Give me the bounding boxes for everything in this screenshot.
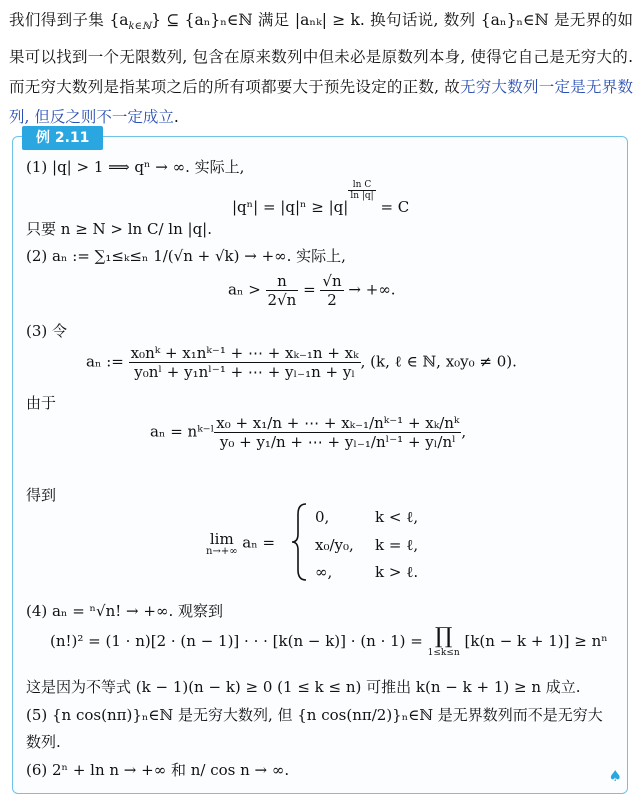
- fraction-2-numerator: √n: [322, 272, 342, 290]
- intro-highlight: 无穷大数列一定是无界数列, 但反之则不一定成立: [9, 78, 633, 127]
- intro-text-1: 我们得到子集 {a: [9, 11, 129, 29]
- equation-1: [232, 180, 409, 216]
- equation-3: [86, 344, 517, 381]
- product-symbol: ∏: [434, 624, 453, 649]
- equation-4-right: ,: [461, 422, 467, 441]
- equation-2-left: aₙ >: [228, 280, 266, 299]
- exponent-denominator: ln |q|: [350, 191, 374, 201]
- example-label: 例 2.11: [22, 126, 103, 150]
- limit-left: aₙ =: [237, 533, 276, 552]
- fraction-1-numerator: n: [266, 272, 299, 291]
- intro-subscript: k∈ℕ: [128, 21, 152, 33]
- limit-expression: [206, 530, 275, 557]
- equation-4-fraction: [214, 414, 461, 451]
- limit-operator: [206, 530, 238, 557]
- equation-4-left: aₙ = nᵏ⁻ˡ: [150, 422, 215, 441]
- cases-brace: [290, 502, 308, 582]
- equation-3-numerator: x₀nᵏ + x₁nᵏ⁻¹ + ⋯ + xₖ₋₁n + xₖ: [130, 344, 359, 362]
- intro-end: .: [173, 108, 179, 127]
- intro-text-rest: ⊆ {aₙ}ₙ∈ℕ 满足 |aₙₖ| ≥ k. 换句话说, 数列 {aₙ}ₙ∈ℕ 是无界的如果可以找到一个无限数列, 包含在原来数列中但未必是原数列本身, 使得它自己是无穷大的. 而无穷大数列是指某项之后的所有项都要大于预先设定的正数, 故: [9, 11, 633, 97]
- limit-word: lim: [209, 530, 234, 548]
- example-line-9: (5) {n cos(nπ)}ₙ∈ℕ 是无穷大数列, 但 {n cos(nπ/2)}ₙ∈ℕ 是无界数列而不是无穷大: [26, 706, 603, 724]
- example-line-2: 只要 n ≥ N > ln C/ ln |q|.: [26, 220, 212, 238]
- equation-1-right: = C: [375, 198, 410, 216]
- example-line-1: (1) |q| > 1 ⟹ qⁿ → ∞. 实际上,: [26, 158, 245, 176]
- example-line-10: 数列.: [26, 733, 61, 751]
- example-line-3: (2) aₙ := ∑₁≤ₖ≤ₙ 1/(√n + √k) → +∞. 实际上,: [26, 247, 346, 265]
- equation-1-left: |qⁿ| = |q|ⁿ ≥ |q|: [232, 198, 349, 216]
- case-3-value: ∞,: [315, 563, 333, 581]
- example-line-7: (4) aₙ = ⁿ√n! → +∞. 观察到: [26, 602, 223, 620]
- case-1-value: 0,: [315, 508, 330, 526]
- equation-4-numerator: x₀ + x₁/n + ⋯ + xₖ₋₁/nᵏ⁻¹ + xₖ/nᵏ: [216, 414, 460, 432]
- equation-5-left: (n!)² = (1 · n)[2 · (n − 1)] · · · [k(n − k)] · (n · 1) =: [50, 632, 428, 650]
- case-3-condition: k > ℓ.: [375, 563, 419, 581]
- fraction-2-denominator: 2: [327, 291, 337, 309]
- example-line-5: 由于: [26, 394, 57, 412]
- intro-text-2: }: [151, 11, 162, 29]
- equation-5: [50, 626, 608, 658]
- product-subscript: 1≤k≤n: [427, 648, 460, 658]
- equation-4-denominator: y₀ + y₁/n + ⋯ + yₗ₋₁/nˡ⁻¹ + yₗ/nˡ: [219, 433, 456, 451]
- equation-2-fraction-2: [320, 272, 343, 309]
- product-operator: [428, 626, 460, 658]
- example-line-8: 这是因为不等式 (k − 1)(n − k) ≥ 0 (1 ≤ k ≤ n) 可推出 k(n − k + 1) ≥ n 成立.: [26, 678, 581, 696]
- equation-3-left: aₙ :=: [86, 352, 129, 371]
- case-2-value: x₀/y₀,: [315, 536, 354, 554]
- limit-subscript: n→+∞: [206, 546, 238, 557]
- equation-3-right: , (k, ℓ ∈ ℕ, x₀y₀ ≠ 0).: [360, 352, 517, 371]
- equation-2: [228, 272, 396, 309]
- equation-3-denominator: y₀nˡ + y₁nˡ⁻¹ + ⋯ + yₗ₋₁n + yₗ: [134, 363, 355, 381]
- example-line-4: (3) 令: [26, 322, 68, 340]
- equation-5-right: [k(n − k + 1)] ≥ nⁿ: [459, 632, 608, 650]
- equation-4: [150, 414, 466, 451]
- equation-2-equals: =: [298, 280, 321, 299]
- example-line-6: 得到: [26, 486, 57, 504]
- fraction-1-denominator: 2√n: [267, 291, 297, 309]
- spade-icon: ♠: [608, 767, 622, 785]
- case-2-condition: k = ℓ,: [375, 536, 419, 554]
- equation-1-exponent: [348, 180, 375, 201]
- equation-2-right: → +∞.: [343, 280, 396, 299]
- equation-2-fraction-1: [266, 272, 299, 309]
- case-1-condition: k < ℓ,: [375, 508, 419, 526]
- equation-3-fraction: [129, 344, 361, 381]
- exponent-numerator: ln C: [348, 180, 375, 191]
- example-line-11: (6) 2ⁿ + ln n → +∞ 和 n/ cos n → ∞.: [26, 761, 290, 779]
- intro-paragraph: [9, 5, 633, 132]
